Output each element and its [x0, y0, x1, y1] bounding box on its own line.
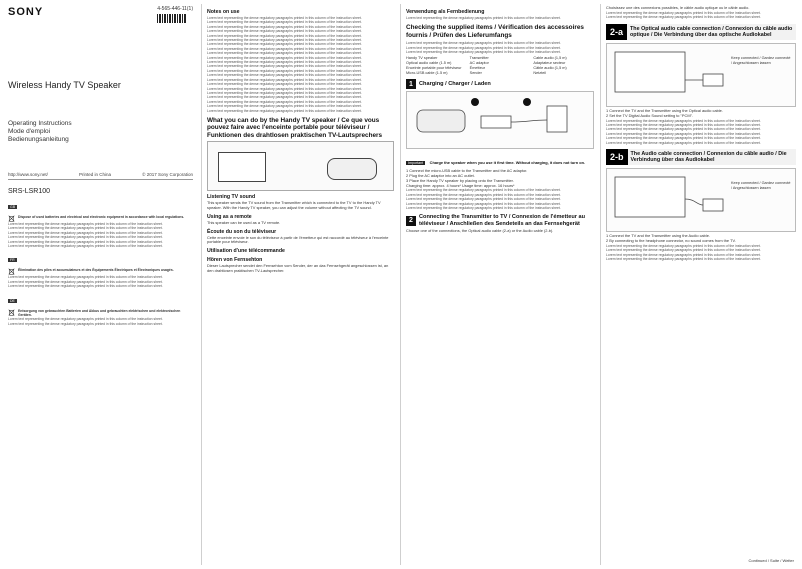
optical-connection-illustration — [606, 43, 796, 107]
audio-connection-illustration — [606, 168, 796, 232]
charging-text-3: Lorem text representing the dense regulatory paragraphs printed in this column of the instruction sheet. — [406, 197, 561, 202]
regulatory-text-5: Lorem text representing the dense regulatory paragraphs printed in this column of the instruction sheet. — [8, 239, 163, 244]
continued-label: Continued / Suite / Weiter — [748, 558, 794, 563]
supplied-item: Câble audio (1,5 m) — [533, 65, 567, 70]
mode-emploi-label: Mode d'emploi — [8, 128, 51, 135]
important-text: Charge the speaker when you use it first time. Without charging, it does not turn on. — [429, 160, 586, 166]
section-2b-header — [606, 149, 796, 165]
supplied-text-3: Lorem text representing the dense regulatory paragraphs printed in this column of the instruction sheet. — [406, 50, 561, 55]
bedienungsanleitung-label: Bedienungsanleitung — [8, 136, 69, 143]
notes-text-16: Lorem text representing the dense regulatory paragraphs printed in this column of the instruction sheet. — [207, 82, 362, 87]
part-number: 4-565-446-11(1) — [157, 6, 193, 12]
disposal-text-en: Dispose of used batteries and electrical and electronic equipment in accordance with local regulations. — [18, 215, 185, 219]
section-2a-header — [606, 24, 796, 40]
charging-text-1: Lorem text representing the dense regulatory paragraphs printed in this column of the instruction sheet. — [406, 188, 561, 193]
lang-badge-gb: GB — [10, 205, 16, 209]
notes-text-18: Lorem text representing the dense regulatory paragraphs printed in this column of the instruction sheet. — [207, 90, 362, 95]
regulatory-text-9: Lorem text representing the dense regulatory paragraphs printed in this column of the instruction sheet. — [8, 284, 163, 289]
audio-text-3: Lorem text representing the dense regulatory paragraphs printed in this column of the instruction sheet. — [606, 252, 761, 257]
charging-diagram-icon — [407, 92, 593, 148]
remote-de-heading: Verwendung als Fernbedienung — [406, 9, 485, 15]
regulatory-text-10: Lorem text representing the dense regulatory paragraphs printed in this column of the instruction sheet. — [8, 317, 163, 322]
listening-fr-heading: Écoute du son du téléviseur — [207, 228, 277, 235]
barcode-icon — [157, 14, 187, 23]
regulatory-text-1: Lorem text representing the dense regulatory paragraphs printed in this column of the instruction sheet. — [8, 222, 163, 226]
regulatory-text-3: Lorem text representing the dense regulatory paragraphs printed in this column of the instruction sheet. — [8, 230, 163, 235]
section-2-header — [406, 214, 594, 227]
connection-intro-text-1: Lorem text representing the dense regulatory paragraphs printed in this column of the instruction sheet. — [606, 10, 761, 15]
regulatory-text-6: Lorem text representing the dense regulatory paragraphs printed in this column of the instruction sheet. — [8, 244, 163, 249]
notes-text-6: Lorem text representing the dense regulatory paragraphs printed in this column of the instruction sheet. — [207, 38, 362, 43]
audio-step-1: 1 Connect the TV and the Transmitter using the Audio cable. — [606, 233, 710, 239]
charging-time: Charging time: approx. 4 hours* Usage time: approx. 16 hours* — [406, 182, 515, 188]
optical-text-1: Lorem text representing the dense regulatory paragraphs printed in this column of the instruction sheet. — [606, 118, 761, 123]
important-row — [406, 151, 594, 169]
remote-de-text-1: Lorem text representing the dense regulatory paragraphs printed in this column of the instruction sheet. — [406, 16, 561, 20]
section-title: Charging / Charger / Laden — [419, 81, 491, 88]
notes-text-8: Lorem text representing the dense regulatory paragraphs printed in this column of the instruction sheet. — [207, 46, 362, 51]
audio-text-4: Lorem text representing the dense regulatory paragraphs printed in this column of the instruction sheet. — [606, 257, 761, 262]
disposal-notice-fr — [8, 268, 193, 275]
connection-column — [600, 0, 802, 569]
supplied-item: Netzteil — [533, 70, 546, 75]
using-remote-heading: Using as a remote — [207, 213, 252, 220]
supplied-items-list — [406, 56, 594, 75]
using-fr-heading: Utilisation d'une télécommande — [207, 248, 285, 255]
website-link[interactable]: http://www.sony.net/ — [8, 172, 48, 177]
optical-cable-diagram-icon — [607, 44, 795, 106]
supplied-items-heading: Checking the supplied items / Vérification des accessoires fournis / Prüfen des Lieferumfangs — [406, 24, 584, 39]
connection-choice-text: Choose one of the connections, the Optical audio cable (2-a) or the Audio cable (2-b). — [406, 228, 554, 234]
supplied-item: Sender — [469, 70, 482, 75]
section-number: 2 — [406, 216, 416, 226]
lang-badge-fr: FR — [10, 258, 15, 263]
charging-text-5: Lorem text representing the dense regulatory paragraphs printed in this column of the instruction sheet. — [406, 206, 561, 211]
notes-text-13: Lorem text representing the dense regulatory paragraphs printed in this column of the instruction sheet. — [207, 68, 362, 73]
notes-text-1: Lorem text representing the dense regulatory paragraphs printed in this column of the instruction sheet. — [207, 16, 362, 20]
supplied-item: Cable audio (1,5 m) — [533, 56, 567, 61]
supplied-item: AC adaptor — [469, 61, 489, 66]
listening-fr-text: Cette enceinte envoie le son du téléviseur à partir de l'émetteur qui est raccordé au téléviseur à l'enceinte portable pour téléviseur. — [207, 234, 389, 245]
supplied-item: Micro-USB cable (1.5 m) — [406, 70, 448, 75]
notes-text-17: Lorem text representing the dense regulatory paragraphs printed in this column of the instruction sheet. — [207, 86, 362, 91]
notes-text-4: Lorem text representing the dense regulatory paragraphs printed in this column of the instruction sheet. — [207, 29, 362, 34]
speaker-icon — [327, 158, 377, 180]
copyright: © 2017 Sony Corporation — [142, 172, 193, 177]
optical-step-1: 1 Connect the TV and the Transmitter using the Optical audio cable. — [606, 108, 723, 114]
notes-text-9: Lorem text representing the dense regulatory paragraphs printed in this column of the instruction sheet. — [207, 51, 362, 56]
charging-illustration — [406, 91, 594, 149]
section-tag: 2-b — [606, 149, 628, 165]
overview-illustration — [207, 141, 394, 191]
supplied-item: Enceinte portable pour téléviseur — [406, 65, 462, 70]
disposal-notice-de — [8, 309, 193, 318]
setup-column — [400, 0, 600, 569]
section-title: Connecting the Transmitter to TV / Connexion de l'émetteur au téléviseur / Anschließen des Sendeteils an das Fernsehgerät — [419, 214, 586, 227]
notes-text-11: Lorem text representing the dense regulatory paragraphs printed in this column of the instruction sheet. — [207, 60, 362, 65]
regulatory-text-4: Lorem text representing the dense regulatory paragraphs printed in this column of the instruction sheet. — [8, 235, 163, 240]
section-title: The Optical audio cable connection / Connexion du câble audio optique / Die Verbindung über das optische Audiokabel — [627, 24, 796, 40]
supplied-text-2: Lorem text representing the dense regulatory paragraphs printed in this column of the instruction sheet. — [406, 45, 561, 50]
cover-column — [0, 0, 201, 569]
using-remote-text: This speaker can be used as a TV remote. — [207, 219, 281, 225]
notes-text-19: Lorem text representing the dense regulatory paragraphs printed in this column of the instruction sheet. — [207, 95, 362, 100]
audio-text-1: Lorem text representing the dense regulatory paragraphs printed in this column of the instruction sheet. — [606, 244, 761, 249]
charging-step-3: 3 Place the Handy TV speaker by placing onto the Transmitter. — [406, 177, 514, 183]
notes-text-5: Lorem text representing the dense regulatory paragraphs printed in this column of the instruction sheet. — [207, 33, 362, 38]
keep-connected-note: Keep connected / Gardez connecté / Angeschlossen lassen — [731, 56, 791, 65]
supplied-item: Adaptateur secteur — [533, 61, 566, 66]
notes-text-2: Lorem text representing the dense regulatory paragraphs printed in this column of the instruction sheet. — [207, 20, 362, 25]
features-column — [201, 0, 400, 569]
notes-heading: Notes on use — [207, 9, 240, 15]
charging-step-1: 1 Connect the micro-USB cable to the Transmitter and the AC adaptor. — [406, 168, 528, 174]
notes-text-3: Lorem text representing the dense regulatory paragraphs printed in this column of the instruction sheet. — [207, 24, 362, 29]
regulatory-text-8: Lorem text representing the dense regulatory paragraphs printed in this column of the instruction sheet. — [8, 279, 163, 284]
section-number: 1 — [406, 79, 416, 89]
charging-text-4: Lorem text representing the dense regulatory paragraphs printed in this column of the instruction sheet. — [406, 201, 561, 206]
product-title: Wireless Handy TV Speaker — [8, 80, 121, 90]
bin-icon — [8, 309, 15, 316]
audio-text-2: Lorem text representing the dense regulatory paragraphs printed in this column of the instruction sheet. — [606, 248, 761, 253]
notes-text-21: Lorem text representing the dense regulatory paragraphs printed in this column of the instruction sheet. — [207, 104, 362, 109]
connection-intro-text-2: Lorem text representing the dense regulatory paragraphs printed in this column of the instruction sheet. — [606, 15, 761, 20]
bin-icon — [8, 215, 15, 222]
optical-text-3: Lorem text representing the dense regulatory paragraphs printed in this column of the instruction sheet. — [606, 127, 761, 132]
model-number: SRS-LSR100 — [8, 188, 51, 195]
listening-de-heading: Hören von Fernsehton — [207, 257, 263, 264]
disposal-text-de: Entsorgung von gebrauchten Batterien und Akkus und gebrauchten elektrischen und elektronischen Geräten. — [18, 308, 181, 318]
optical-step-2: 2 Set the TV Digital Audio Sound setting to "PCM". — [606, 112, 694, 118]
regulatory-text-2: Lorem text representing the dense regulatory paragraphs printed in this column of the instruction sheet. — [8, 226, 163, 231]
optical-text-4: Lorem text representing the dense regulatory paragraphs printed in this column of the instruction sheet. — [606, 131, 761, 136]
important-label: Important — [408, 161, 424, 166]
listening-de-text: Dieser Lautsprecher sendet den Fernsehton vom Sender, der an das Fernsehgerät angeschlossen ist, an den drahtlosen praktischen TV-Lautsprecher. — [207, 263, 389, 273]
what-you-can-do-heading: What you can do by the Handy TV speaker / Ce que vous pouvez faire avec l'enceinte portable pour téléviseur / Funktionen des drahtlosen praktischen TV-Lautsprechers — [207, 116, 383, 139]
brand-logo: SONY — [8, 6, 44, 18]
notes-text-14: Lorem text representing the dense regulatory paragraphs printed in this column of the instruction sheet. — [207, 73, 362, 78]
notes-text-22: Lorem text representing the dense regulatory paragraphs printed in this column of the instruction sheet. — [207, 108, 362, 113]
notes-text-10: Lorem text representing the dense regulatory paragraphs printed in this column of the instruction sheet. — [207, 55, 362, 60]
connection-intro-fr: Choisissez une des connexions possibles, le câble audio optique ou le câble audio. — [606, 5, 750, 10]
bin-icon — [8, 268, 15, 275]
charging-step-2: 2 Plug the AC adaptor into an AC outlet. — [406, 173, 475, 179]
listening-en-heading: Listening TV sound — [207, 194, 256, 201]
section-title: The Audio cable connection / Connexion du câble audio / Die Verbindung über das Audiokabel — [628, 149, 797, 165]
optical-text-6: Lorem text representing the dense regulatory paragraphs printed in this column of the instruction sheet. — [606, 140, 761, 145]
supplied-item: Optical audio cable (1.5 m) — [406, 61, 452, 66]
supplied-item: Handy TV speaker — [406, 56, 438, 61]
regulatory-text-11: Lorem text representing the dense regulatory paragraphs printed in this column of the instruction sheet. — [8, 321, 163, 326]
optical-text-5: Lorem text representing the dense regulatory paragraphs printed in this column of the instruction sheet. — [606, 136, 761, 141]
section-tag: 2-a — [606, 24, 627, 40]
disposal-text-fr: Élimination des piles et accumulateurs et des Équipements Électriques et Électroniques usagés. — [18, 268, 174, 273]
supplied-item: Transmitter — [469, 56, 489, 61]
notes-text-20: Lorem text representing the dense regulatory paragraphs printed in this column of the instruction sheet. — [207, 99, 362, 104]
lang-badge-de: DE — [10, 298, 15, 303]
notes-text-12: Lorem text representing the dense regulatory paragraphs printed in this column of the instruction sheet. — [207, 64, 362, 69]
operating-instructions-label: Operating Instructions — [8, 120, 72, 127]
regulatory-text-7: Lorem text representing the dense regulatory paragraphs printed in this column of the instruction sheet. — [8, 275, 163, 280]
charging-text-2: Lorem text representing the dense regulatory paragraphs printed in this column of the instruction sheet. — [406, 192, 561, 197]
disposal-notice-en — [8, 215, 193, 222]
section-1-header — [406, 79, 594, 89]
notes-text-7: Lorem text representing the dense regulatory paragraphs printed in this column of the instruction sheet. — [207, 42, 362, 47]
printed-in: Printed in China — [79, 172, 112, 177]
supplied-text-1: Lorem text representing the dense regulatory paragraphs printed in this column of the instruction sheet. — [406, 41, 561, 46]
audio-cable-diagram-icon — [607, 169, 795, 231]
listening-en-text: This speaker sends the TV sound from the Transmitter which is connected to the TV to the Handy TV speaker. With the Handy TV speaker, you can adjust the volume without affecting the TV sound. — [207, 200, 381, 210]
manual-titles — [8, 120, 193, 144]
audio-step-2: 2 By connecting to the headphone connector, no sound comes from the TV. — [606, 238, 736, 244]
supplied-item: Émetteur — [469, 65, 486, 70]
cover-footer-row — [8, 172, 193, 180]
optical-text-2: Lorem text representing the dense regulatory paragraphs printed in this column of the instruction sheet. — [606, 123, 761, 128]
notes-text-15: Lorem text representing the dense regulatory paragraphs printed in this column of the instruction sheet. — [207, 77, 362, 82]
tv-icon — [218, 152, 266, 182]
keep-connected-note: Keep connected / Gardez connecté / Angeschlossen lassen — [731, 181, 791, 191]
